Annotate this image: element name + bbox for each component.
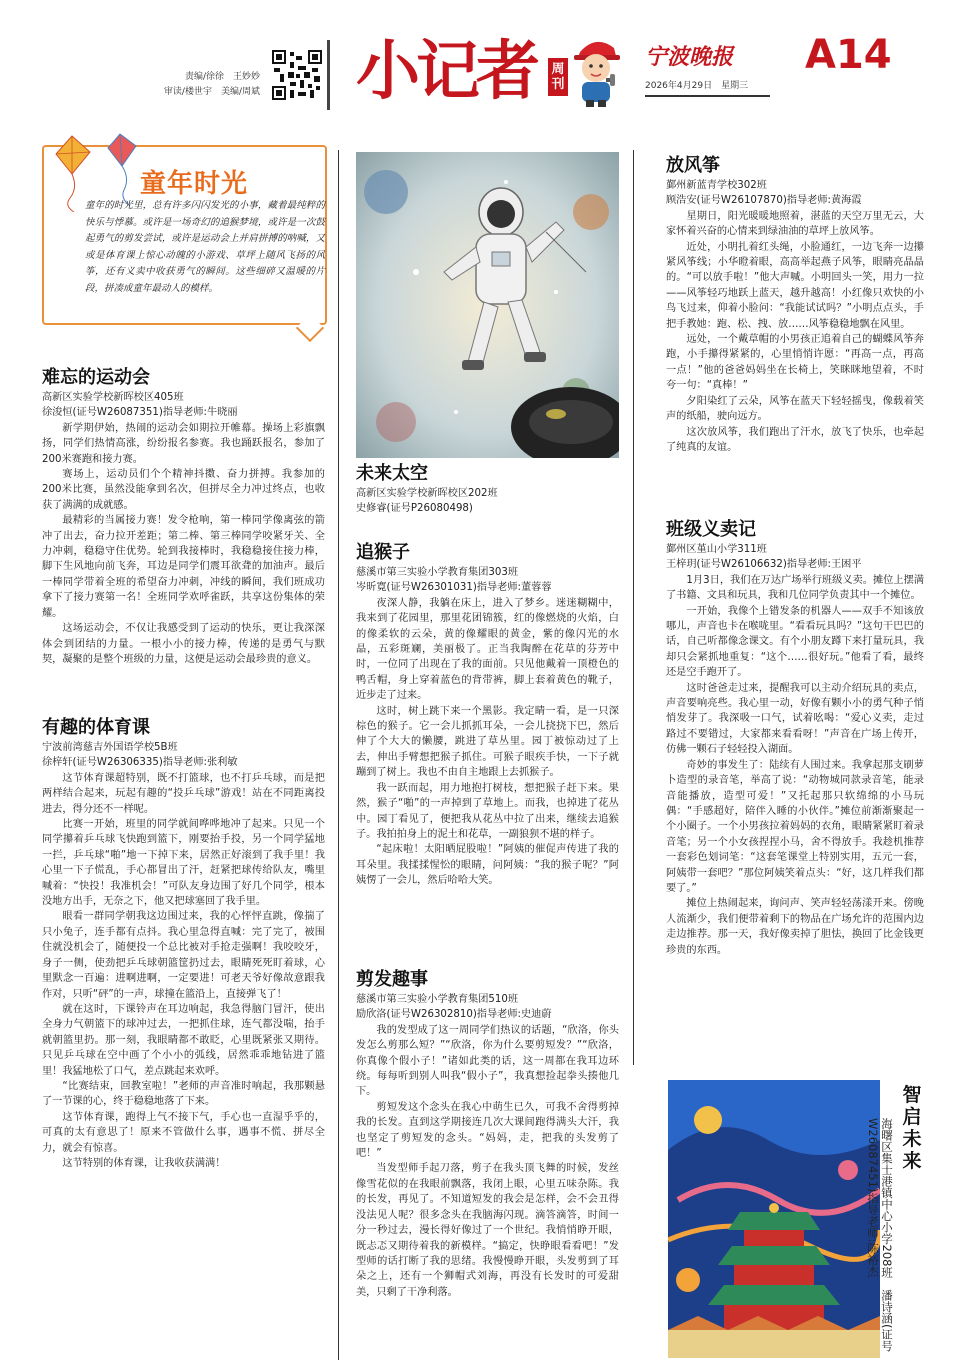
article-chasing-monkey [356, 541, 619, 889]
article-paragraph: 这节体育课，跑得上气不接下气，手心也一直湿乎乎的，可真的太有意思了！原来不管做什么事，遇事不慌、拼尽全力，就会有惊喜。 [42, 1111, 325, 1154]
art-title: 未来太空 [356, 463, 428, 484]
issue-date: 2026年4月29日 星期三 [645, 78, 770, 97]
article-paragraph: 一开始，我像个上错发条的机器人——双手不知该放哪儿，声音也卡在喉咙里。“看看玩具吗？”这句干巴巴的话，自己听都像念课文。有个小朋友蹲下来打量玩具，我却只会紧抓地重复：“这个……很好玩。”他看了看，最终还是空手跑开了。 [666, 605, 924, 679]
article-author: 岑昕寛(证号W26301031)指导老师:董蓉蓉 [356, 582, 552, 594]
article-paragraph: 奇妙的事发生了：陆续有人围过来。我拿起那支刷萝卜造型的录音笔，举高了说：“动物城同款录音笔，能录音能播放，造型可爱！”又托起那只软绵绵的小马玩偶：“手感超好，陪伴入睡的小伙伴。”摊位前渐渐聚起一个小圈子。一个小男孩拉着妈妈的衣角，眼睛紧紧盯着录音笔；另一个小女孩捏捏小马，舍不得放手。我趁机推荐一套彩色划词笔：“这套笔课堂上特别实用，五元一套，阿姨带一套吧？”那位阿姨笑着点头：“好，这几样我们都要了。” [666, 759, 924, 894]
article-paragraph: 我的发型成了这一周同学们热议的话题，“欣洛，你头发怎么剪那么短？”“欣洛，你为什么要剪短发？”“欣洛，你真像个假小子！”诸如此类的话，这一周都在我耳边环绕。每每听到别人叫我“假小子”，我真想捡起拳头揍他几下。 [356, 1024, 619, 1098]
article-title: 班级义卖记 [666, 519, 756, 540]
article-paragraph: 剪短发这个念头在我心中萌生已久，可我不舍得剪掉我的长发。直到这学期接连几次大课间跑得满头大汗，我也坚定了剪短发的念头。“妈妈，走，把我的头发剪了吧！” [356, 1101, 619, 1160]
article-paragraph: 这节特别的体育课，让我收获满满！ [62, 1157, 226, 1169]
art-caption-space [356, 462, 619, 517]
page-number: A14 [805, 32, 892, 78]
article-paragraph: 眼看一群同学朝我这边围过来，我的心怦怦直跳，像揣了只小兔子，连手都有点抖。我心里急得直喊：完了完了，被围住就没机会了，随便投一个总比被对手抢走强啊！我咬咬牙，身子一侧，使劲把乒乓球朝篮筐扔过去，眼睛死死盯着球，心里默念一百遍：进啊进啊，一定要进！可老天爷好像故意跟我作对，只听“砰”的一声，球撞在篮沿上，直接弹飞了！ [42, 911, 325, 1000]
article-paragraph: 摊位上热闹起来，询问声、笑声轻轻荡漾开来。傍晚人流渐少，我们便带着剩下的物品在广场允许的范围内边走边推荐。那一天，我好像卖掉了胆怯，换回了比金钱更珍贵的东西。 [666, 898, 924, 956]
article-kite-flying [666, 154, 924, 455]
article-title: 追猴子 [356, 542, 410, 563]
article-title: 难忘的运动会 [42, 367, 150, 388]
column-divider-2 [633, 150, 634, 1065]
temple-painting [668, 1080, 880, 1358]
article-paragraph: 这节体育课超特别，既不打篮球，也不打乒乓球，而是把两样结合起来，玩起有趣的“投乒乓球”游戏！站在不同距离投进去，得分还不一样呢。 [42, 772, 325, 815]
article-paragraph: 当发型师手起刀落，剪子在我头顶飞舞的时候，发丝像雪花似的在我眼前飘落，我闭上眼，心里五味杂陈。我的长发，再见了。不知道短发的我会是怎样，会不会丑得没法见人呢？很多念头在我脑海闪现。滴答滴答，时间一分一秒过去，漫长得好像过了一个世纪。我悄悄睁开眼，既忐忑又期待着我的新模样。“搞定，快睁眼看看吧！”发型师的话打断了我的思绪。我慢慢睁开眼，头发剪到了耳朵之上，还有一个狮帽式刘海，再没有长发时的可爱甜美，只剩了干净利落。 [356, 1163, 619, 1298]
article-paragraph: “起床啦！太阳晒屁股啦！”阿姨的催促声传进了我的耳朵里。我揉揉惺忪的眼睛，问阿姨：“我的猴子呢？”阿姨愣了一会儿，然后哈哈大笑。 [356, 844, 619, 887]
article-paragraph: 赛场上，运动员们个个精神抖擞、奋力拼搏。我参加的200米比赛，虽然没能拿到名次，但拼尽全力冲过终点，也收获了满满的成就感。 [42, 469, 325, 511]
article-paragraph: 新学期伊始，热闹的运动会如期拉开帷幕。操场上彩旗飘扬，同学们热情高涨，纷纷报名参赛。我也踊跃报名，参加了200米赛跑和接力赛。 [42, 422, 325, 465]
article-paragraph: 星期日，阳光暖暖地照着，湛蓝的天空万里无云，大家怀着兴奋的心情来到绿油油的草坪上放风筝。 [666, 210, 924, 238]
article-title: 剪发趣事 [356, 969, 428, 990]
newspaper-logo: 宁波晚报 [645, 44, 734, 70]
art2-title: 智启未来 [902, 1084, 922, 1172]
masthead-title: 小记者 [356, 35, 536, 109]
article-paragraph: 近处，小明扎着红头绳，小脸通红，一边飞奔一边攥紧风筝线；小华瞪着眼，高高举起燕子风筝，眼睛亮晶晶的。“可以放手啦！”他大声喊。小明回头一笑，用力一拉——风筝轻巧地跃上蓝天，越升越高！小红像只欢快的小鸟飞过来，仰着小脸问：“我能试试吗？”小明点点头，手把手教她：跑、松、拽、放……风筝稳稳地飘在风里。 [666, 241, 924, 330]
article-paragraph: 这时爸爸走过来，提醒我可以主动介绍玩具的卖点，声音要响亮些。我心里一动，好像有颗小小的勇气种子悄悄发芽了。我深吸一口气，试着吆喝：“爱心义卖，走过路过不要错过，大家都来看看呀！”声音在广场上传开，仿佛一颗石子轻轻投入湖面。 [666, 682, 924, 756]
article-charity-sale [666, 518, 924, 958]
article-paragraph: 这次放风筝，我们跑出了汗水，放飞了快乐，也牵起了纯真的友谊。 [666, 426, 924, 453]
article-paragraph: 比赛一开始，班里的同学就间哗哗地冲了起来。只见一个同学攥着乒乓球飞快跑到篮下，刚要抬手投，另一个同学猛地一拦，乒乓球“啪”地一下掉下来，居然正好滚到了我手里！我心里一下子慌乱，手心都冒出了汗，赶紧把球传给队友，嘴里喊着：“快投！我准机会！”可队友身边围了好几个同学，根本没地方出手，无奈之下，他又把球塞回了我手里。 [42, 819, 325, 908]
art-author: 史修睿(证号P26080498) [356, 503, 473, 515]
astronaut-painting [356, 152, 619, 458]
article-paragraph: 远处，一个戴草帽的小男孩正追着自己的蝴蝶风筝奔跑，小手攥得紧紧的，心里悄悄许愿：“再高一点，再高一点！”他的爸爸妈妈坐在长椅上，笑眯眯地望着，不时夸一句：“真棒！” [666, 334, 924, 392]
intro-text: 童年的时光里，总有许多闪闪发光的小事，藏着最纯粹的快乐与悸慕。或许是一场奇幻的追猴梦境，或许是一次鼓起勇气的剪发尝试，或许是运动会上并肩拼搏的呐喊，又或是体育课上惊心动魄的小游戏、草坪上随风飞扬的风筝，还有义卖中收获勇气的瞬间。这些细碎又温暖的片段，拼凑成童年最动人的模样。 [85, 200, 325, 294]
article-sports-day [42, 366, 325, 667]
weekly-badge: 周刊 [548, 58, 568, 96]
editor-credits [150, 70, 260, 100]
article-paragraph: 这场运动会，不仅让我感受到了运动的快乐，更让我深深体会到团结的力量。一根小小的接力棒，传递的是勇气与默契，凝聚的是整个班级的力量，这便是运动会最珍贵的意义。 [42, 623, 325, 665]
editor-line-1: 责编/徐徐 王妙妙 [184, 72, 260, 82]
article-school: 慈溪市第三实验小学教育集团303班 [356, 567, 519, 578]
article-paragraph: 最精彩的当属接力赛！发令枪响，第一棒同学像离弦的箭冲了出去，奋力拉开差距；第二棒、第三棒同学咬紧牙关、全力冲刺，稳稳守住优势。轮到我接棒时，我稳稳接住接力棒，脚下生风地向前飞奔，耳边是同学们震耳欲聋的加油声。最后一棒同学带着全班的希望奋力冲刺，冲线的瞬间，我们班成功拿下了接力赛第一名！全班同学欢呼雀跃，共享这份集体的荣耀。 [42, 515, 325, 619]
article-paragraph: 夜深人静，我躺在床上，进入了梦乡。迷迷糊糊中，我来到了花园里，那里花团锦簇，红的像燃烧的火焰，白的像柔软的云朵，黄的像耀眼的黄金，紫的像闪光的水晶，五彩斑斓，美丽极了。正当我陶醉在花草的芬芳中时，一位同了出现在了我的面前。只见他戴着一顶橙色的鸭舌帽，身上穿着蓝色的背带裤，脚上套着黄色的靴子，近步走了过来。 [356, 597, 619, 702]
column-divider-1 [338, 150, 339, 1360]
article-author: 徐浚恒(证号W26087351)指导老师:牛晓丽 [42, 407, 238, 419]
article-author: 徐梓轩(证号W26306335)指导老师:张利敏 [42, 757, 238, 769]
article-school: 慈溪市第三实验小学教育集团510班 [356, 994, 519, 1005]
article-title: 放风筝 [666, 155, 720, 176]
article-pe-class [42, 716, 325, 1171]
article-school: 高新区实验学校新晖校区405班 [42, 392, 184, 403]
editor-line-2: 审读/楼世宇 美编/周斌 [163, 87, 260, 97]
article-paragraph: 1月3日，我们在万达广场举行班级义卖。摊位上摆满了书籍、文具和玩具，我和几位同学负责其中一个摊位。 [666, 574, 924, 602]
article-paragraph: 就在这时，下课铃声在耳边响起，我急得脑门冒汗，使出全身力气朝篮下的球冲过去，一把抓住球，连气都没喘，抬手就朝篮里扔。那一刻，我眼睛都不敢眨，心里既紧张又期待。只见乒乓球在空中画了个小小的弧线，居然乖乖地钻进了篮里！我猛地松了口气，差点跳起来欢呼。 [42, 1003, 325, 1077]
article-author: 顾浩安(证号W26107870)指导老师:黄海霞 [666, 195, 862, 207]
article-author: 励欣洛(证号W26302810)指导老师:史迪蔚 [356, 1009, 552, 1021]
art-school: 高新区实验学校新晖校区202班 [356, 488, 498, 499]
article-author: 王梓玥(证号W26106632)指导老师:王困平 [666, 559, 862, 571]
article-school: 鄞州区堇山小学311班 [666, 544, 767, 555]
article-school: 鄞州新蓝青学校302班 [666, 180, 767, 191]
article-paragraph: “比赛结束，回教室啦！”老师的声音准时响起，我那颗悬了一节课的心，终于稳稳地落了下来。 [42, 1080, 325, 1108]
article-haircut [356, 968, 619, 1300]
article-school: 宁波前湾慈吉外国语学校5B班 [42, 742, 178, 753]
article-paragraph: 我一跃而起，用力地抱打树枝，想把猴子赶下来。果然，猴子“啪”的一声掉到了草地上。而我，也掉进了花丛中。园丁看见了，便把我从花丛中拉了出来，继续去追猴子。我拍拍身上的泥土和花草，一副狼狈不堪的样子。 [356, 782, 619, 840]
reporter-mascot-icon [566, 28, 626, 108]
header-divider [327, 40, 330, 110]
art2-credit: 海曙区集士港镇中心小学208班 潘诗涵(证号W26087451)指导老师:陈裕杰 [866, 1118, 894, 1352]
qr-code-icon[interactable] [272, 50, 322, 100]
intro-title: 童年时光 [140, 169, 249, 199]
article-paragraph: 夕阳染红了云朵，风筝在蓝天下轻轻摇曳，像载着笑声的纸船，驶向远方。 [666, 395, 924, 423]
article-title: 有趣的体育课 [42, 717, 150, 738]
article-paragraph: 这时，树上跳下来一个黑影。我定睛一看，是一只深棕色的猴子。它一会儿抓抓耳朵，一会儿挠挠下巴，然后伸了个大大的懒腰，跳进了草丛里。园丁被惊动过了上去，伸出手臂想把猴子抓住。可猴子眼疾手快，一下子就蹦到了树上。我也不由自主地跟上去抓猴子。 [356, 705, 619, 779]
